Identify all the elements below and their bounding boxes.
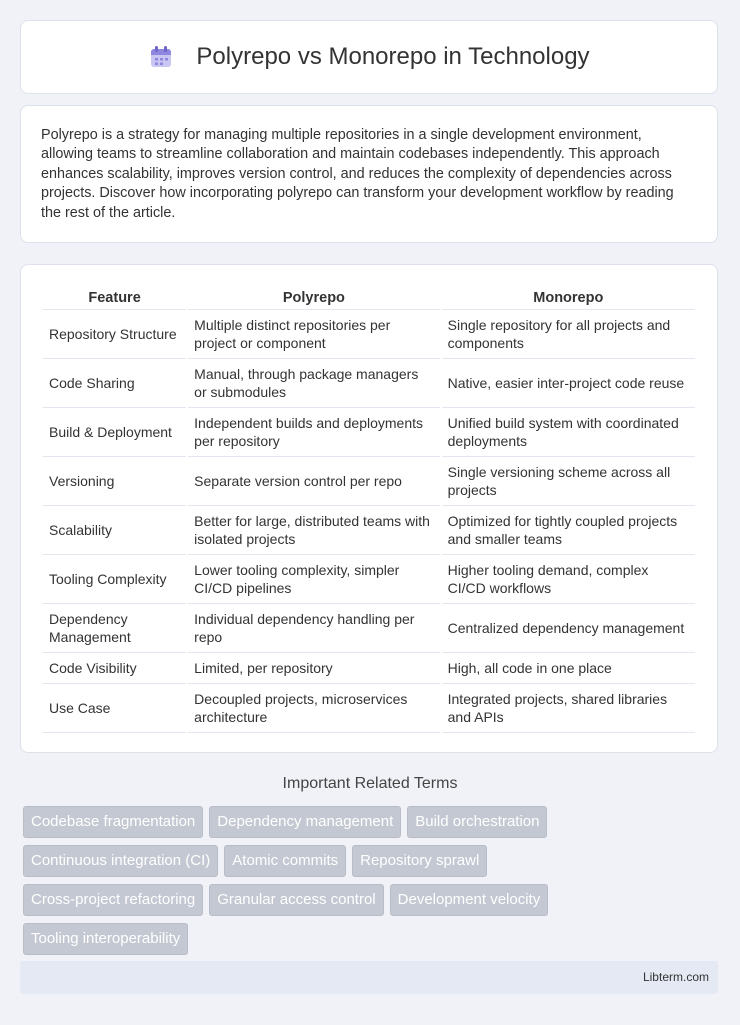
table-row bbox=[43, 653, 695, 684]
header-feature: Feature bbox=[43, 287, 186, 310]
monorepo-cell: Integrated projects, shared libraries and APIs bbox=[442, 684, 695, 733]
monorepo-cell: Single versioning scheme across all projects bbox=[442, 457, 695, 506]
table-row bbox=[43, 506, 695, 555]
term-tag[interactable]: Atomic commits bbox=[224, 845, 346, 877]
monorepo-cell: Centralized dependency management bbox=[442, 604, 695, 653]
polyrepo-cell: Lower tooling complexity, simpler CI/CD pipelines bbox=[188, 555, 439, 604]
table-row bbox=[43, 408, 695, 457]
monorepo-cell: Native, easier inter-project code reuse bbox=[442, 359, 695, 408]
related-terms bbox=[23, 806, 723, 962]
feature-cell: Code Visibility bbox=[43, 653, 186, 684]
table-row bbox=[43, 684, 695, 733]
term-tag[interactable]: Cross-project refactoring bbox=[23, 884, 203, 916]
term-tag[interactable]: Build orchestration bbox=[407, 806, 547, 838]
term-tag[interactable]: Repository sprawl bbox=[352, 845, 487, 877]
table-header-row bbox=[43, 287, 695, 310]
footer-link[interactable]: Libterm.com bbox=[642, 970, 709, 984]
monorepo-cell: Optimized for tightly coupled projects and smaller teams bbox=[442, 506, 695, 555]
feature-cell: Tooling Complexity bbox=[43, 555, 186, 604]
feature-cell: Use Case bbox=[43, 684, 186, 733]
term-row bbox=[23, 845, 723, 877]
polyrepo-cell: Limited, per repository bbox=[188, 653, 439, 684]
term-tag[interactable]: Tooling interoperability bbox=[23, 923, 188, 955]
page-title: Polyrepo vs Monorepo in Technology bbox=[196, 43, 590, 70]
table-row bbox=[43, 310, 695, 359]
polyrepo-cell: Independent builds and deployments per repository bbox=[188, 408, 439, 457]
calendar-icon bbox=[148, 44, 174, 70]
feature-cell: Repository Structure bbox=[43, 310, 186, 359]
term-tag[interactable]: Development velocity bbox=[390, 884, 549, 916]
monorepo-cell: Unified build system with coordinated deployments bbox=[442, 408, 695, 457]
polyrepo-cell: Better for large, distributed teams with isolated projects bbox=[188, 506, 439, 555]
monorepo-cell: High, all code in one place bbox=[442, 653, 695, 684]
polyrepo-cell: Individual dependency handling per repo bbox=[188, 604, 439, 653]
title-card bbox=[20, 20, 718, 94]
comparison-table bbox=[41, 287, 697, 733]
intro-card bbox=[20, 105, 718, 243]
term-tag[interactable]: Granular access control bbox=[209, 884, 383, 916]
monorepo-cell: Single repository for all projects and components bbox=[442, 310, 695, 359]
polyrepo-cell: Decoupled projects, microservices architecture bbox=[188, 684, 439, 733]
table-row bbox=[43, 604, 695, 653]
term-row bbox=[23, 806, 723, 838]
header-polyrepo: Polyrepo bbox=[188, 287, 439, 310]
table-row bbox=[43, 359, 695, 408]
related-terms-heading: Important Related Terms bbox=[282, 775, 458, 792]
feature-cell: Build & Deployment bbox=[43, 408, 186, 457]
feature-cell: Code Sharing bbox=[43, 359, 186, 408]
polyrepo-cell: Separate version control per repo bbox=[188, 457, 439, 506]
polyrepo-cell: Multiple distinct repositories per project or component bbox=[188, 310, 439, 359]
term-tag[interactable]: Continuous integration (CI) bbox=[23, 845, 218, 877]
table-row bbox=[43, 457, 695, 506]
footer bbox=[20, 961, 718, 994]
comparison-card bbox=[20, 264, 718, 753]
feature-cell: Dependency Management bbox=[43, 604, 186, 653]
table-row bbox=[43, 555, 695, 604]
monorepo-cell: Higher tooling demand, complex CI/CD workflows bbox=[442, 555, 695, 604]
intro-paragraph: Polyrepo is a strategy for managing multiple repositories in a single development environment, allowing teams to streamline collaboration and maintain codebases independently. This approach enhances scalability, improves version control, and reduces the complexity of dependencies across projects. Discover how incorporating polyrepo can transform your development workflow by reading the rest of the article. bbox=[41, 127, 674, 221]
term-tag[interactable]: Codebase fragmentation bbox=[23, 806, 203, 838]
polyrepo-cell: Manual, through package managers or submodules bbox=[188, 359, 439, 408]
feature-cell: Scalability bbox=[43, 506, 186, 555]
feature-cell: Versioning bbox=[43, 457, 186, 506]
term-tag[interactable]: Dependency management bbox=[209, 806, 401, 838]
term-row bbox=[23, 884, 723, 916]
term-row bbox=[23, 923, 723, 955]
header-monorepo: Monorepo bbox=[442, 287, 695, 310]
